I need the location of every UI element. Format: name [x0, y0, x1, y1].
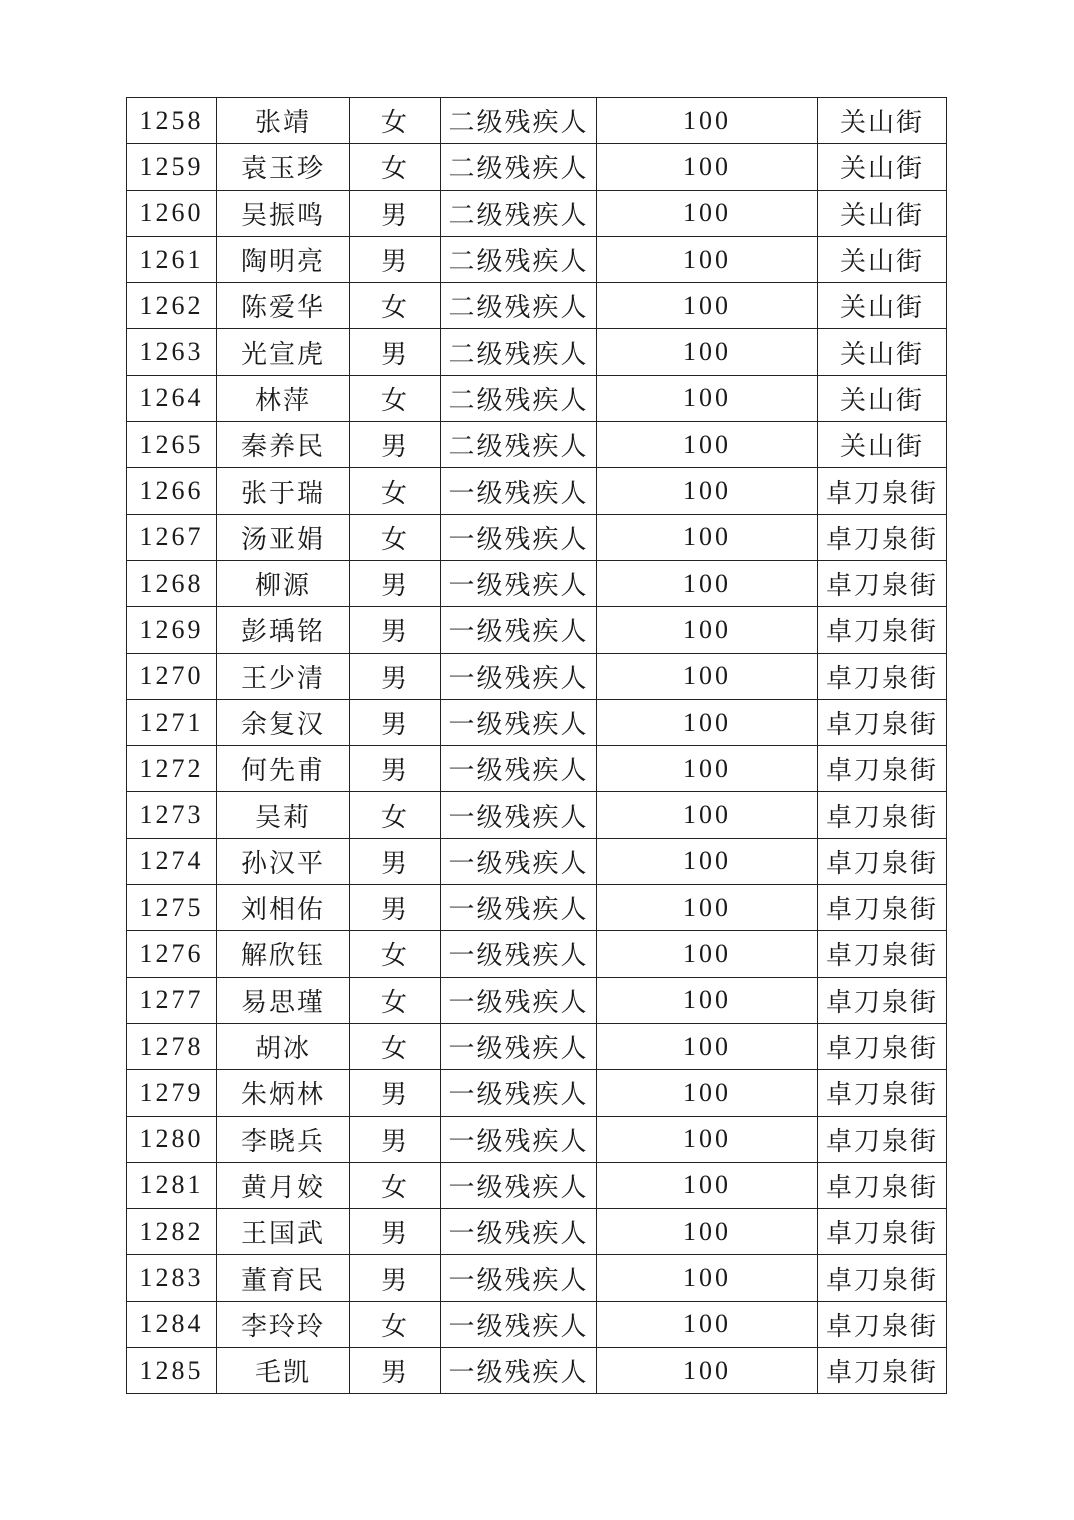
cell-disability-level: 二级残疾人	[441, 236, 597, 282]
cell-name: 袁玉珍	[217, 144, 350, 190]
cell-name: 陈爱华	[217, 283, 350, 329]
table-row	[127, 560, 947, 606]
cell-name: 余复汉	[217, 699, 350, 745]
cell-street: 卓刀泉街	[818, 699, 947, 745]
table-row	[127, 746, 947, 792]
table-row	[127, 236, 947, 282]
cell-gender: 男	[350, 607, 441, 653]
table-row	[127, 329, 947, 375]
cell-disability-level: 二级残疾人	[441, 98, 597, 144]
cell-name: 王国武	[217, 1209, 350, 1255]
cell-amount: 100	[597, 283, 818, 329]
cell-street: 卓刀泉街	[818, 560, 947, 606]
cell-serial-number: 1263	[127, 329, 217, 375]
cell-amount: 100	[597, 1209, 818, 1255]
cell-gender: 女	[350, 375, 441, 421]
cell-name: 张于瑞	[217, 468, 350, 514]
cell-gender: 男	[350, 1255, 441, 1301]
cell-street: 卓刀泉街	[818, 885, 947, 931]
table-row	[127, 1301, 947, 1347]
cell-amount: 100	[597, 375, 818, 421]
cell-street: 关山街	[818, 144, 947, 190]
cell-amount: 100	[597, 1023, 818, 1069]
cell-gender: 男	[350, 422, 441, 468]
cell-gender: 女	[350, 514, 441, 560]
cell-disability-level: 一级残疾人	[441, 1162, 597, 1208]
table-row	[127, 1023, 947, 1069]
cell-amount: 100	[597, 98, 818, 144]
cell-serial-number: 1260	[127, 190, 217, 236]
cell-disability-level: 一级残疾人	[441, 699, 597, 745]
cell-street: 卓刀泉街	[818, 1070, 947, 1116]
cell-disability-level: 一级残疾人	[441, 977, 597, 1023]
cell-street: 卓刀泉街	[818, 746, 947, 792]
cell-street: 关山街	[818, 329, 947, 375]
table-row	[127, 1116, 947, 1162]
cell-serial-number: 1264	[127, 375, 217, 421]
cell-serial-number: 1274	[127, 838, 217, 884]
cell-name: 毛凯	[217, 1348, 350, 1394]
cell-amount: 100	[597, 468, 818, 514]
table-row	[127, 792, 947, 838]
table-row	[127, 885, 947, 931]
cell-gender: 男	[350, 699, 441, 745]
cell-serial-number: 1279	[127, 1070, 217, 1116]
cell-gender: 女	[350, 1301, 441, 1347]
table-row	[127, 1070, 947, 1116]
cell-amount: 100	[597, 1301, 818, 1347]
cell-name: 王少清	[217, 653, 350, 699]
cell-serial-number: 1261	[127, 236, 217, 282]
cell-name: 胡冰	[217, 1023, 350, 1069]
cell-gender: 男	[350, 838, 441, 884]
cell-gender: 男	[350, 885, 441, 931]
table-row	[127, 1348, 947, 1394]
table-row	[127, 375, 947, 421]
cell-disability-level: 一级残疾人	[441, 1023, 597, 1069]
cell-street: 卓刀泉街	[818, 1301, 947, 1347]
cell-disability-level: 一级残疾人	[441, 931, 597, 977]
cell-gender: 女	[350, 931, 441, 977]
cell-street: 卓刀泉街	[818, 468, 947, 514]
cell-disability-level: 一级残疾人	[441, 1209, 597, 1255]
cell-name: 林萍	[217, 375, 350, 421]
cell-gender: 女	[350, 468, 441, 514]
cell-street: 关山街	[818, 190, 947, 236]
cell-serial-number: 1262	[127, 283, 217, 329]
cell-amount: 100	[597, 977, 818, 1023]
cell-street: 关山街	[818, 98, 947, 144]
cell-amount: 100	[597, 607, 818, 653]
table-row	[127, 838, 947, 884]
cell-disability-level: 一级残疾人	[441, 838, 597, 884]
table-row	[127, 190, 947, 236]
cell-disability-level: 二级残疾人	[441, 190, 597, 236]
table-row	[127, 977, 947, 1023]
table-row	[127, 1162, 947, 1208]
cell-street: 关山街	[818, 283, 947, 329]
table-row	[127, 931, 947, 977]
table-row	[127, 144, 947, 190]
cell-serial-number: 1273	[127, 792, 217, 838]
cell-street: 关山街	[818, 422, 947, 468]
table-row	[127, 98, 947, 144]
cell-street: 卓刀泉街	[818, 1348, 947, 1394]
cell-disability-level: 一级残疾人	[441, 1255, 597, 1301]
cell-gender: 女	[350, 1023, 441, 1069]
cell-serial-number: 1265	[127, 422, 217, 468]
cell-amount: 100	[597, 1255, 818, 1301]
cell-street: 卓刀泉街	[818, 1255, 947, 1301]
cell-disability-level: 一级残疾人	[441, 468, 597, 514]
cell-amount: 100	[597, 236, 818, 282]
table-row	[127, 514, 947, 560]
cell-serial-number: 1270	[127, 653, 217, 699]
cell-disability-level: 一级残疾人	[441, 1070, 597, 1116]
cell-serial-number: 1272	[127, 746, 217, 792]
cell-disability-level: 二级残疾人	[441, 422, 597, 468]
cell-name: 解欣钰	[217, 931, 350, 977]
table-row	[127, 283, 947, 329]
cell-amount: 100	[597, 422, 818, 468]
cell-disability-level: 一级残疾人	[441, 607, 597, 653]
cell-name: 吴振鸣	[217, 190, 350, 236]
cell-amount: 100	[597, 838, 818, 884]
cell-street: 卓刀泉街	[818, 1162, 947, 1208]
cell-name: 秦养民	[217, 422, 350, 468]
roster-table-body	[127, 98, 947, 1394]
cell-serial-number: 1259	[127, 144, 217, 190]
cell-disability-level: 一级残疾人	[441, 560, 597, 606]
cell-name: 易思瑾	[217, 977, 350, 1023]
cell-name: 李晓兵	[217, 1116, 350, 1162]
cell-amount: 100	[597, 931, 818, 977]
cell-disability-level: 二级残疾人	[441, 329, 597, 375]
cell-serial-number: 1269	[127, 607, 217, 653]
cell-name: 张靖	[217, 98, 350, 144]
cell-name: 黄月姣	[217, 1162, 350, 1208]
cell-serial-number: 1281	[127, 1162, 217, 1208]
table-row	[127, 699, 947, 745]
cell-gender: 女	[350, 792, 441, 838]
cell-amount: 100	[597, 1070, 818, 1116]
cell-disability-level: 一级残疾人	[441, 653, 597, 699]
cell-street: 卓刀泉街	[818, 838, 947, 884]
cell-gender: 男	[350, 1348, 441, 1394]
cell-disability-level: 二级残疾人	[441, 144, 597, 190]
cell-amount: 100	[597, 1116, 818, 1162]
cell-amount: 100	[597, 653, 818, 699]
cell-serial-number: 1280	[127, 1116, 217, 1162]
cell-street: 卓刀泉街	[818, 653, 947, 699]
cell-serial-number: 1258	[127, 98, 217, 144]
cell-street: 卓刀泉街	[818, 1116, 947, 1162]
cell-serial-number: 1277	[127, 977, 217, 1023]
cell-gender: 男	[350, 236, 441, 282]
cell-serial-number: 1278	[127, 1023, 217, 1069]
cell-gender: 女	[350, 98, 441, 144]
table-row	[127, 1255, 947, 1301]
cell-serial-number: 1271	[127, 699, 217, 745]
cell-disability-level: 二级残疾人	[441, 283, 597, 329]
cell-street: 卓刀泉街	[818, 607, 947, 653]
cell-name: 光宣虎	[217, 329, 350, 375]
cell-serial-number: 1282	[127, 1209, 217, 1255]
cell-gender: 男	[350, 329, 441, 375]
cell-name: 董育民	[217, 1255, 350, 1301]
cell-gender: 女	[350, 283, 441, 329]
cell-street: 关山街	[818, 375, 947, 421]
cell-disability-level: 一级残疾人	[441, 514, 597, 560]
cell-gender: 女	[350, 1162, 441, 1208]
cell-gender: 男	[350, 1209, 441, 1255]
cell-amount: 100	[597, 144, 818, 190]
cell-amount: 100	[597, 746, 818, 792]
cell-serial-number: 1283	[127, 1255, 217, 1301]
cell-amount: 100	[597, 885, 818, 931]
cell-disability-level: 一级残疾人	[441, 1301, 597, 1347]
cell-serial-number: 1275	[127, 885, 217, 931]
cell-street: 卓刀泉街	[818, 977, 947, 1023]
cell-serial-number: 1266	[127, 468, 217, 514]
cell-serial-number: 1284	[127, 1301, 217, 1347]
cell-gender: 女	[350, 144, 441, 190]
table-row	[127, 653, 947, 699]
cell-amount: 100	[597, 1162, 818, 1208]
cell-disability-level: 一级残疾人	[441, 1348, 597, 1394]
cell-street: 关山街	[818, 236, 947, 282]
cell-gender: 男	[350, 653, 441, 699]
cell-disability-level: 一级残疾人	[441, 746, 597, 792]
table-row	[127, 468, 947, 514]
cell-amount: 100	[597, 1348, 818, 1394]
cell-amount: 100	[597, 190, 818, 236]
cell-gender: 男	[350, 746, 441, 792]
cell-amount: 100	[597, 560, 818, 606]
cell-amount: 100	[597, 329, 818, 375]
cell-disability-level: 二级残疾人	[441, 375, 597, 421]
cell-serial-number: 1267	[127, 514, 217, 560]
cell-street: 卓刀泉街	[818, 792, 947, 838]
cell-street: 卓刀泉街	[818, 514, 947, 560]
cell-street: 卓刀泉街	[818, 931, 947, 977]
table-row	[127, 1209, 947, 1255]
cell-name: 何先甫	[217, 746, 350, 792]
cell-serial-number: 1276	[127, 931, 217, 977]
cell-name: 孙汉平	[217, 838, 350, 884]
cell-name: 汤亚娟	[217, 514, 350, 560]
cell-street: 卓刀泉街	[818, 1209, 947, 1255]
cell-name: 陶明亮	[217, 236, 350, 282]
cell-gender: 女	[350, 977, 441, 1023]
cell-gender: 男	[350, 1116, 441, 1162]
cell-gender: 男	[350, 1070, 441, 1116]
cell-name: 吴莉	[217, 792, 350, 838]
cell-name: 李玲玲	[217, 1301, 350, 1347]
cell-disability-level: 一级残疾人	[441, 792, 597, 838]
cell-serial-number: 1285	[127, 1348, 217, 1394]
cell-disability-level: 一级残疾人	[441, 885, 597, 931]
cell-name: 刘相佑	[217, 885, 350, 931]
cell-serial-number: 1268	[127, 560, 217, 606]
cell-amount: 100	[597, 514, 818, 560]
cell-disability-level: 一级残疾人	[441, 1116, 597, 1162]
table-row	[127, 607, 947, 653]
roster-table	[126, 97, 947, 1394]
cell-amount: 100	[597, 792, 818, 838]
cell-gender: 男	[350, 560, 441, 606]
cell-gender: 男	[350, 190, 441, 236]
cell-amount: 100	[597, 699, 818, 745]
cell-name: 柳源	[217, 560, 350, 606]
cell-name: 彭瑀铭	[217, 607, 350, 653]
table-row	[127, 422, 947, 468]
cell-street: 卓刀泉街	[818, 1023, 947, 1069]
cell-name: 朱炳林	[217, 1070, 350, 1116]
